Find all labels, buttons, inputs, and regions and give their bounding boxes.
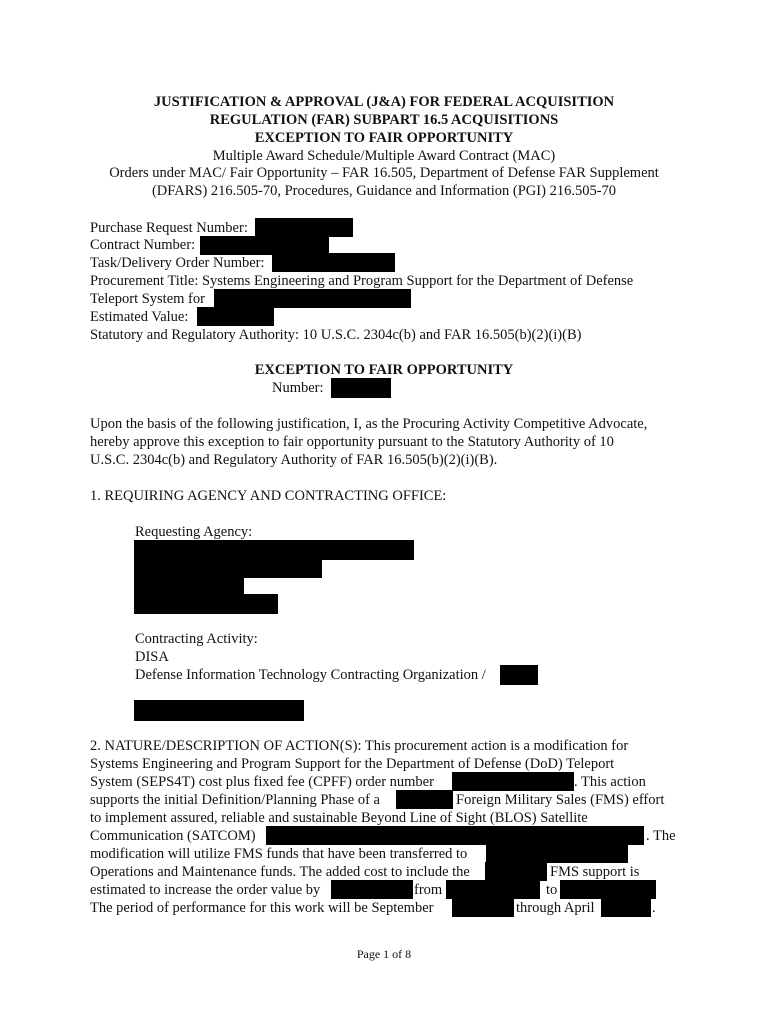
redaction-box: [266, 826, 644, 845]
section-2-line-3a: System (SEPS4T) cost plus fixed fee (CPFF) order number: [90, 774, 434, 790]
redaction-box: [452, 772, 574, 791]
redaction-box: [134, 576, 244, 596]
title-line-1: JUSTIFICATION & APPROVAL (J&A) FOR FEDERAL ACQUISITION: [153, 94, 615, 110]
contracting-activity-label: Contracting Activity:: [135, 631, 258, 647]
section-2-line-10c: .: [652, 900, 656, 916]
subtitle-line-2: Orders under MAC/ Fair Opportunity – FAR 16.505, Department of Defense FAR Supplement: [109, 165, 659, 181]
section-2-line-8b: FMS support is: [550, 864, 640, 880]
procurement-title-line-2: Teleport System for: [90, 291, 205, 307]
section-2-line-10b: through April: [516, 900, 595, 916]
exception-heading: EXCEPTION TO FAIR OPPORTUNITY: [254, 362, 514, 378]
redaction-box: [331, 378, 391, 398]
section-1-heading: 1. REQUIRING AGENCY AND CONTRACTING OFFICE:: [90, 488, 447, 504]
redaction-box: [214, 289, 411, 308]
section-2-line-4a: supports the initial Definition/Planning Phase of a: [90, 792, 380, 808]
redaction-box: [601, 898, 651, 917]
redaction-box: [134, 700, 304, 721]
section-2-line-5: to implement assured, reliable and sustainable Beyond Line of Sight (BLOS) Satellite: [90, 810, 588, 826]
requesting-agency-label: Requesting Agency:: [135, 524, 253, 540]
ditco-text: Defense Information Technology Contracting Organization /: [135, 667, 486, 683]
section-2-line-6b: . The: [646, 828, 676, 844]
section-2-line-9a: estimated to increase the order value by: [90, 882, 321, 898]
redaction-box: [331, 880, 413, 899]
purchase-request-label: Purchase Request Number:: [90, 220, 248, 236]
redaction-box: [486, 844, 628, 863]
subtitle-line-1: Multiple Award Schedule/Multiple Award Contract (MAC): [212, 148, 556, 164]
redaction-box: [134, 558, 322, 578]
section-2-line-2: Systems Engineering and Program Support for the Department of Defense (DoD) Teleport: [90, 756, 615, 772]
estimated-value-label: Estimated Value:: [90, 309, 189, 325]
task-order-label: Task/Delivery Order Number:: [90, 255, 265, 271]
redaction-box: [134, 540, 414, 560]
title-line-3: EXCEPTION TO FAIR OPPORTUNITY: [254, 130, 514, 146]
redaction-box: [500, 665, 538, 685]
section-2-line-3b: . This action: [574, 774, 646, 790]
section-2-line-8a: Operations and Maintenance funds. The added cost to include the: [90, 864, 470, 880]
disa-text: DISA: [135, 649, 169, 665]
intro-line-2: hereby approve this exception to fair opportunity pursuant to the Statutory Authority of 10: [90, 434, 614, 450]
section-2-line-10a: The period of performance for this work will be September: [90, 900, 434, 916]
redaction-box: [396, 790, 453, 809]
redaction-box: [452, 898, 514, 917]
redaction-box: [485, 862, 547, 881]
authority-line: Statutory and Regulatory Authority: 10 U.S.C. 2304c(b) and FAR 16.505(b)(2)(i)(B): [90, 327, 582, 343]
redaction-box: [255, 218, 353, 237]
intro-line-3: U.S.C. 2304c(b) and Regulatory Authority of FAR 16.505(b)(2)(i)(B).: [90, 452, 498, 468]
redaction-box: [134, 594, 278, 614]
section-2-line-6a: Communication (SATCOM): [90, 828, 256, 844]
intro-line-1: Upon the basis of the following justification, I, as the Procuring Activity Competitive Advocate,: [90, 416, 648, 432]
title-line-2: REGULATION (FAR) SUBPART 16.5 ACQUISITIONS: [209, 112, 559, 128]
section-2-line-9b: from: [414, 882, 443, 898]
redaction-box: [446, 880, 540, 899]
redaction-box: [272, 253, 395, 272]
redaction-box: [197, 307, 274, 326]
section-2-line-1: 2. NATURE/DESCRIPTION OF ACTION(S): This procurement action is a modification for: [90, 738, 629, 754]
contract-number-label: Contract Number:: [90, 237, 196, 253]
subtitle-line-3: (DFARS) 216.505-70, Procedures, Guidance and Information (PGI) 216.505-70: [151, 183, 617, 199]
page-number: Page 1 of 8: [356, 947, 412, 961]
section-2-line-7: modification will utilize FMS funds that have been transferred to: [90, 846, 468, 862]
procurement-title-line-1: Procurement Title: Systems Engineering and Program Support for the Department of Defense: [90, 273, 634, 289]
exception-number-label: Number:: [272, 380, 324, 396]
section-2-line-4b: Foreign Military Sales (FMS) effort: [456, 792, 665, 808]
section-2-line-9c: to: [546, 882, 558, 898]
redaction-box: [560, 880, 656, 899]
